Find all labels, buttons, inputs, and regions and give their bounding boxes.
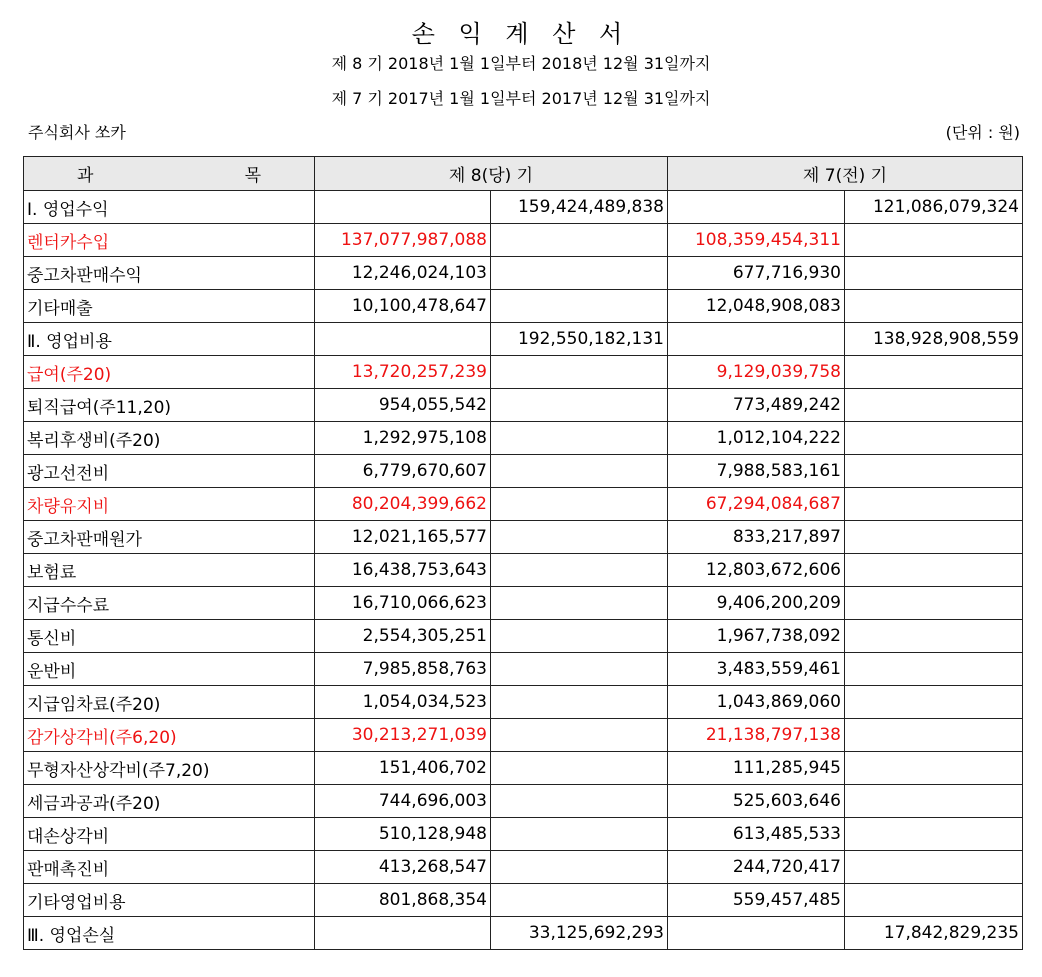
prior-total-amount — [845, 257, 1023, 290]
header-subject-right: 목 — [244, 166, 261, 186]
row-label: 대손상각비 — [24, 818, 315, 851]
current-detail-amount: 10,100,478,647 — [315, 290, 491, 323]
current-total-amount: 192,550,182,131 — [491, 323, 668, 356]
company-name: 주식회사 쏘카 — [28, 123, 126, 142]
table-row — [24, 785, 1023, 818]
row-label: 통신비 — [24, 620, 315, 653]
prior-detail-amount: 7,988,583,161 — [668, 455, 845, 488]
row-label: Ⅰ. 영업수익 — [24, 191, 315, 224]
header-row — [24, 157, 1023, 191]
current-total-amount — [491, 389, 668, 422]
row-label: 무형자산상각비(주7,20) — [24, 752, 315, 785]
current-total-amount — [491, 818, 668, 851]
table-row — [24, 554, 1023, 587]
prior-detail-amount: 677,716,930 — [668, 257, 845, 290]
current-detail-amount: 744,696,003 — [315, 785, 491, 818]
current-detail-amount: 1,292,975,108 — [315, 422, 491, 455]
current-detail-amount: 510,128,948 — [315, 818, 491, 851]
prior-detail-amount: 9,129,039,758 — [668, 356, 845, 389]
row-label: Ⅲ. 영업손실 — [24, 917, 315, 950]
table-row — [24, 620, 1023, 653]
prior-total-amount — [845, 455, 1023, 488]
header-current-period: 제 8(당) 기 — [315, 157, 668, 191]
table-row — [24, 191, 1023, 224]
row-label: 운반비 — [24, 653, 315, 686]
prior-detail-amount: 12,048,908,083 — [668, 290, 845, 323]
prior-total-amount: 17,842,829,235 — [845, 917, 1023, 950]
current-detail-amount: 12,021,165,577 — [315, 521, 491, 554]
table-row — [24, 257, 1023, 290]
current-detail-amount: 7,985,858,763 — [315, 653, 491, 686]
current-total-amount — [491, 554, 668, 587]
current-detail-amount: 12,246,024,103 — [315, 257, 491, 290]
prior-detail-amount: 1,967,738,092 — [668, 620, 845, 653]
table-row — [24, 686, 1023, 719]
table-row — [24, 224, 1023, 257]
current-detail-amount: 13,720,257,239 — [315, 356, 491, 389]
current-total-amount — [491, 488, 668, 521]
current-total-amount: 33,125,692,293 — [491, 917, 668, 950]
table-row — [24, 422, 1023, 455]
prior-total-amount — [845, 290, 1023, 323]
current-total-amount — [491, 224, 668, 257]
prior-detail-amount: 613,485,533 — [668, 818, 845, 851]
row-label: 퇴직급여(주11,20) — [24, 389, 315, 422]
prior-total-amount — [845, 851, 1023, 884]
prior-detail-amount: 67,294,084,687 — [668, 488, 845, 521]
prior-total-amount — [845, 884, 1023, 917]
table-row — [24, 752, 1023, 785]
table-row — [24, 488, 1023, 521]
row-label: 지급수수료 — [24, 587, 315, 620]
current-detail-amount: 30,213,271,039 — [315, 719, 491, 752]
prior-total-amount: 121,086,079,324 — [845, 191, 1023, 224]
prior-detail-amount: 111,285,945 — [668, 752, 845, 785]
prior-detail-amount: 21,138,797,138 — [668, 719, 845, 752]
row-label: 광고선전비 — [24, 455, 315, 488]
prior-total-amount — [845, 686, 1023, 719]
prior-total-amount — [845, 554, 1023, 587]
prior-total-amount — [845, 389, 1023, 422]
prior-detail-amount: 9,406,200,209 — [668, 587, 845, 620]
current-detail-amount: 954,055,542 — [315, 389, 491, 422]
unit-label: (단위 : 원) — [945, 123, 1020, 142]
prior-detail-amount — [668, 917, 845, 950]
current-detail-amount — [315, 917, 491, 950]
current-total-amount — [491, 290, 668, 323]
table-row — [24, 719, 1023, 752]
prior-total-amount — [845, 521, 1023, 554]
current-total-amount — [491, 653, 668, 686]
row-label: 중고차판매수익 — [24, 257, 315, 290]
row-label: 중고차판매원가 — [24, 521, 315, 554]
row-label: 렌터카수입 — [24, 224, 315, 257]
current-detail-amount: 16,710,066,623 — [315, 587, 491, 620]
current-total-amount — [491, 356, 668, 389]
prior-total-amount — [845, 719, 1023, 752]
current-total-amount — [491, 521, 668, 554]
current-total-amount — [491, 455, 668, 488]
prior-detail-amount: 525,603,646 — [668, 785, 845, 818]
current-total-amount — [491, 884, 668, 917]
row-label: 지급임차료(주20) — [24, 686, 315, 719]
row-label: 복리후생비(주20) — [24, 422, 315, 455]
table-row — [24, 455, 1023, 488]
current-total-amount — [491, 686, 668, 719]
row-label: 감가상각비(주6,20) — [24, 719, 315, 752]
prior-total-amount — [845, 818, 1023, 851]
row-label: 급여(주20) — [24, 356, 315, 389]
table-row — [24, 884, 1023, 917]
header-subject-left: 과 — [77, 166, 94, 186]
current-detail-amount: 1,054,034,523 — [315, 686, 491, 719]
row-label: 판매촉진비 — [24, 851, 315, 884]
row-label: 세금과공과(주20) — [24, 785, 315, 818]
prior-detail-amount: 1,012,104,222 — [668, 422, 845, 455]
prior-total-amount: 138,928,908,559 — [845, 323, 1023, 356]
prior-total-amount — [845, 653, 1023, 686]
prior-detail-amount: 12,803,672,606 — [668, 554, 845, 587]
current-detail-amount: 2,554,305,251 — [315, 620, 491, 653]
prior-total-amount — [845, 224, 1023, 257]
table-row — [24, 389, 1023, 422]
row-label: 기타매출 — [24, 290, 315, 323]
prior-total-amount — [845, 620, 1023, 653]
statement-title: 손 익 계 산 서 — [411, 20, 631, 48]
row-label: 보험료 — [24, 554, 315, 587]
header-subject — [24, 157, 315, 191]
prior-total-amount — [845, 488, 1023, 521]
current-detail-amount: 137,077,987,088 — [315, 224, 491, 257]
prior-detail-amount: 108,359,454,311 — [668, 224, 845, 257]
row-label: Ⅱ. 영업비용 — [24, 323, 315, 356]
table-row — [24, 587, 1023, 620]
current-detail-amount — [315, 323, 491, 356]
prior-detail-amount: 1,043,869,060 — [668, 686, 845, 719]
current-total-amount — [491, 257, 668, 290]
current-total-amount — [491, 851, 668, 884]
current-detail-amount: 801,868,354 — [315, 884, 491, 917]
table-row — [24, 356, 1023, 389]
row-label: 차량유지비 — [24, 488, 315, 521]
current-detail-amount: 80,204,399,662 — [315, 488, 491, 521]
prior-detail-amount: 559,457,485 — [668, 884, 845, 917]
table-body — [24, 191, 1023, 950]
prior-detail-amount: 773,489,242 — [668, 389, 845, 422]
current-detail-amount: 413,268,547 — [315, 851, 491, 884]
current-detail-amount: 16,438,753,643 — [315, 554, 491, 587]
prior-detail-amount — [668, 323, 845, 356]
prior-detail-amount: 244,720,417 — [668, 851, 845, 884]
current-detail-amount: 151,406,702 — [315, 752, 491, 785]
table-row — [24, 521, 1023, 554]
prior-detail-amount — [668, 191, 845, 224]
current-total-amount — [491, 719, 668, 752]
current-total-amount — [491, 587, 668, 620]
row-label: 기타영업비용 — [24, 884, 315, 917]
current-total-amount — [491, 422, 668, 455]
period-prior: 제 7 기 2017년 1월 1일부터 2017년 12월 31일까지 — [331, 89, 711, 108]
current-detail-amount: 6,779,670,607 — [315, 455, 491, 488]
prior-total-amount — [845, 785, 1023, 818]
prior-detail-amount: 833,217,897 — [668, 521, 845, 554]
table-row — [24, 290, 1023, 323]
current-total-amount — [491, 620, 668, 653]
prior-total-amount — [845, 752, 1023, 785]
prior-detail-amount: 3,483,559,461 — [668, 653, 845, 686]
prior-total-amount — [845, 587, 1023, 620]
table-row — [24, 818, 1023, 851]
current-total-amount: 159,424,489,838 — [491, 191, 668, 224]
current-detail-amount — [315, 191, 491, 224]
current-total-amount — [491, 752, 668, 785]
table-row — [24, 917, 1023, 950]
income-statement-table — [23, 156, 1023, 950]
table-row — [24, 653, 1023, 686]
prior-total-amount — [845, 422, 1023, 455]
table-row — [24, 323, 1023, 356]
header-prior-period: 제 7(전) 기 — [668, 157, 1023, 191]
current-total-amount — [491, 785, 668, 818]
period-current: 제 8 기 2018년 1월 1일부터 2018년 12월 31일까지 — [331, 54, 711, 73]
table-row — [24, 851, 1023, 884]
prior-total-amount — [845, 356, 1023, 389]
